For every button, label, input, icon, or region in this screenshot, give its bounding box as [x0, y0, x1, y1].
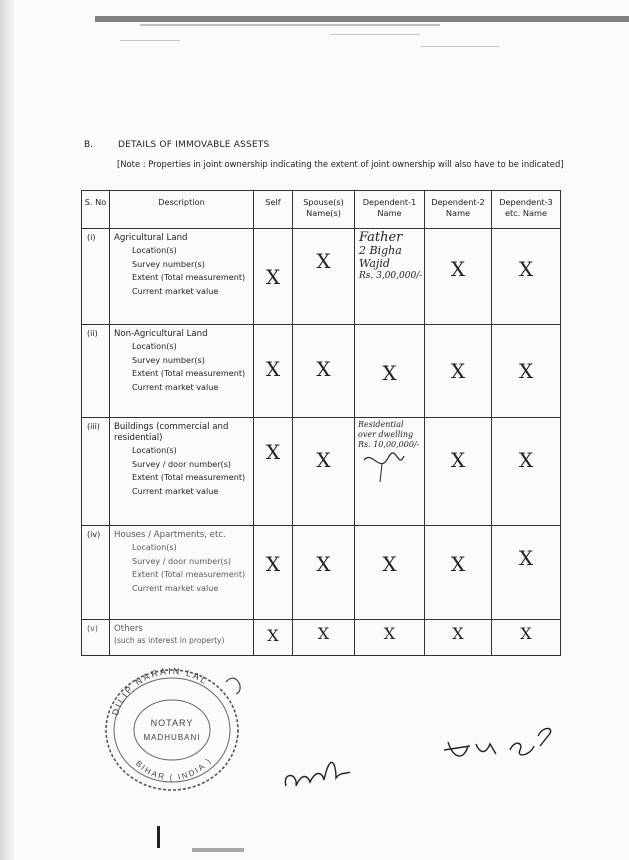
row-description	[110, 325, 254, 418]
row-description	[110, 229, 254, 325]
table-row	[82, 325, 561, 418]
header-dependent-1: Dependent-1 Name	[355, 191, 425, 229]
mark-self: X	[254, 526, 293, 620]
row-sub-item: Location(s)	[132, 341, 177, 351]
mark-spouse: X	[293, 620, 355, 656]
dependent-1-handwritten-note: Father 2 Bigha Wajid Rs. 3,00,000/-	[355, 229, 425, 325]
notary-seal	[96, 660, 248, 792]
row-category: Agricultural Land	[114, 233, 188, 243]
header-spouse: Spouse(s) Name(s)	[293, 191, 355, 229]
mark-self: X	[254, 229, 293, 325]
table-row	[82, 229, 561, 325]
row-category: Non-Agricultural Land	[114, 329, 208, 339]
scan-noise	[330, 34, 420, 35]
header-sno: S. No	[82, 191, 110, 229]
signature-left	[280, 742, 360, 806]
mark-dependent-1: X	[355, 526, 425, 620]
row-sub-item: Extent (Total measurement)	[132, 569, 246, 579]
mark-dependent-2: X	[425, 325, 492, 418]
scan-header-strip	[95, 16, 629, 22]
row-description	[110, 418, 254, 526]
table-row	[82, 620, 561, 656]
row-category: Houses / Apartments, etc.	[114, 530, 226, 540]
row-sub-item: Current market value	[132, 485, 219, 496]
section-number: B.	[84, 140, 94, 150]
scan-noise	[120, 40, 180, 41]
mark-dependent-1: X	[355, 325, 425, 418]
row-sub-item: Survey / door number(s)	[132, 555, 232, 566]
row-sub-item: Extent (Total measurement)	[132, 472, 246, 482]
seal-initial-scribble	[226, 678, 240, 694]
row-sub-item: Current market value	[132, 285, 219, 296]
row-sno: (ii)	[82, 325, 110, 418]
mark-dependent-2: X	[425, 620, 492, 656]
scan-edge-shadow	[0, 0, 14, 860]
mark-dependent-3: X	[492, 620, 561, 656]
row-sub-item: Current market value	[132, 582, 219, 593]
row-sub-item: (such as interest in property)	[114, 636, 225, 645]
seal-center-title: NOTARY	[150, 718, 194, 728]
table-row	[82, 526, 561, 620]
header-dependent-3: Dependent-3 etc. Name	[492, 191, 561, 229]
row-category: Buildings (commercial and residential)	[114, 422, 229, 443]
row-sub-item: Extent (Total measurement)	[132, 272, 246, 282]
mark-spouse: X	[293, 526, 355, 620]
row-sub-item: Location(s)	[132, 245, 177, 255]
dependent-1-handwritten-note: Residential over dwelling Rs. 10,00,000/-	[355, 418, 425, 526]
row-sub-item: Survey / door number(s)	[132, 458, 232, 469]
mark-dependent-1: X	[355, 620, 425, 656]
scan-artifact	[157, 826, 160, 848]
signature-right	[440, 720, 560, 774]
row-category: Others	[114, 624, 143, 634]
row-sub-item: Extent (Total measurement)	[132, 368, 246, 378]
row-sub-item: Location(s)	[132, 542, 177, 552]
mark-dependent-2: X	[425, 229, 492, 325]
seal-bottom-text: BIHAR ( INDIA )	[133, 755, 214, 783]
scan-artifact	[192, 848, 244, 852]
row-sub-item: Location(s)	[132, 445, 177, 455]
mark-dependent-2: X	[425, 526, 492, 620]
mark-dependent-3: X	[492, 526, 561, 620]
row-sno: (i)	[82, 229, 110, 325]
scan-header-strip-faint	[140, 24, 440, 26]
mark-dependent-3: X	[492, 418, 561, 526]
row-sub-item: Survey number(s)	[132, 354, 205, 365]
table-header-row	[82, 191, 561, 229]
row-sno: (iii)	[82, 418, 110, 526]
mark-self: X	[254, 418, 293, 526]
row-description	[110, 526, 254, 620]
header-description: Description	[110, 191, 254, 229]
mark-spouse: X	[293, 325, 355, 418]
dependent-1-signature-scribble	[358, 450, 408, 484]
row-sno: (iv)	[82, 526, 110, 620]
section-note: [Note : Properties in joint ownership indicating the extent of joint ownership will also have to be indicated]	[117, 159, 564, 169]
table-row	[82, 418, 561, 526]
seal-top-text: DILIP NARAIN LAL	[110, 665, 210, 717]
row-description	[110, 620, 254, 656]
header-dependent-2: Dependent-2 Name	[425, 191, 492, 229]
mark-dependent-3: X	[492, 325, 561, 418]
header-self: Self	[254, 191, 293, 229]
mark-spouse: X	[293, 229, 355, 325]
row-sub-item: Survey number(s)	[132, 258, 205, 269]
mark-spouse: X	[293, 418, 355, 526]
mark-dependent-2: X	[425, 418, 492, 526]
mark-self: X	[254, 325, 293, 418]
row-sno: (v)	[82, 620, 110, 656]
mark-dependent-3: X	[492, 229, 561, 325]
scan-noise	[420, 46, 500, 47]
mark-self: X	[254, 620, 293, 656]
immovable-assets-table	[81, 190, 561, 656]
section-title: DETAILS OF IMMOVABLE ASSETS	[118, 140, 270, 150]
seal-center-place: MADHUBANI	[143, 733, 201, 742]
row-sub-item: Current market value	[132, 381, 219, 392]
